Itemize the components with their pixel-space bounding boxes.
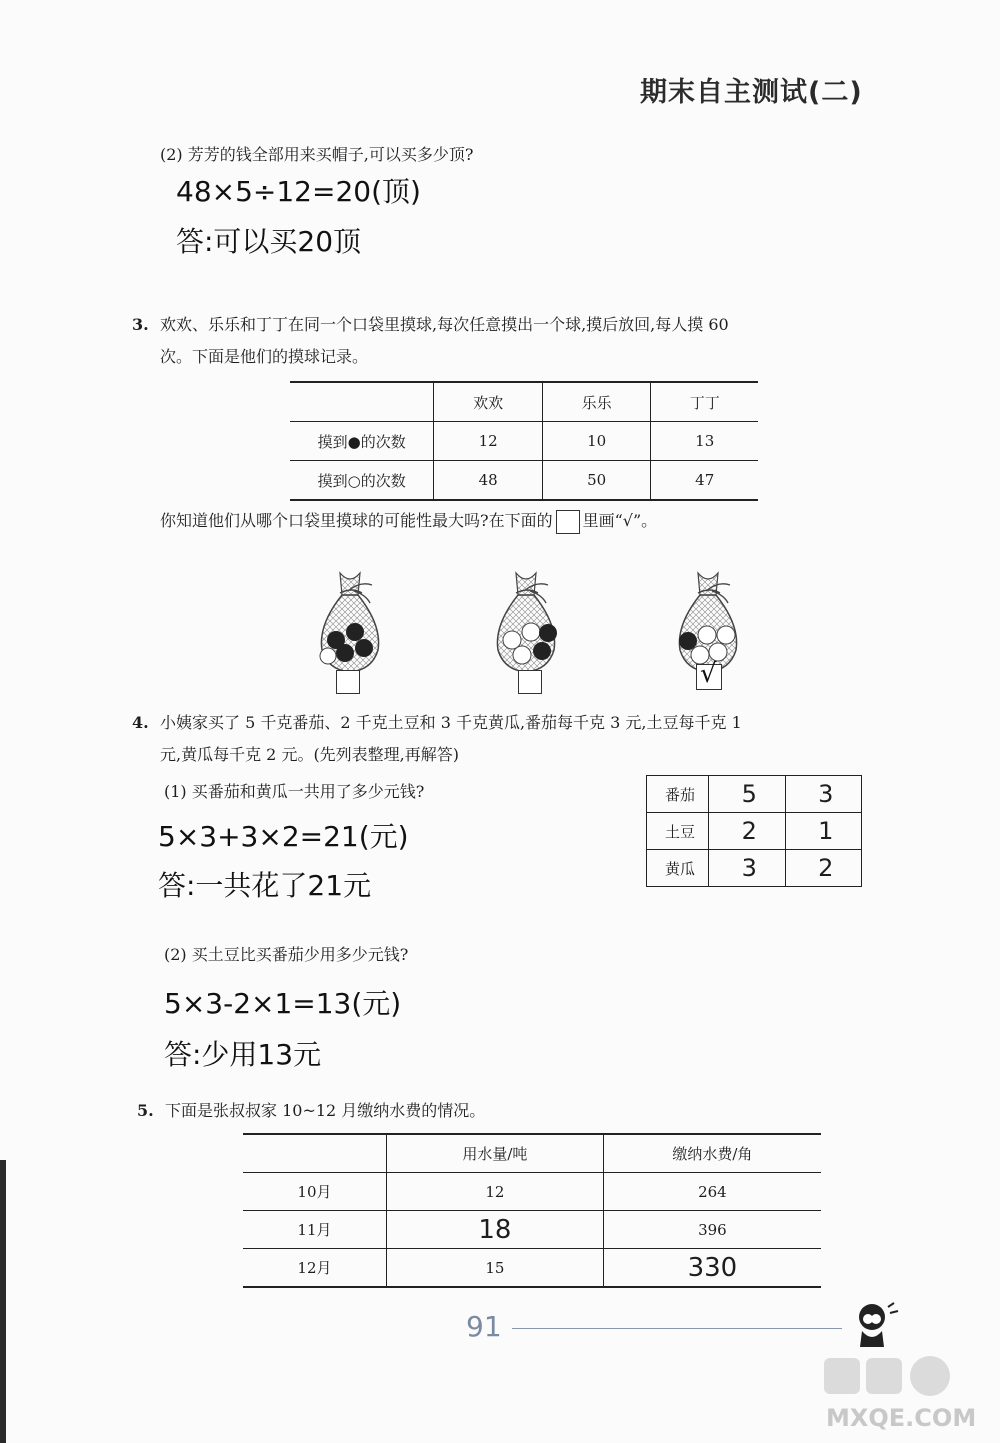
table-cell: 10月: [243, 1173, 386, 1211]
table-cell: 12: [434, 422, 543, 461]
q4-2-equation: 5×3-2×1=13(元): [164, 987, 402, 1020]
table-header-row: [243, 1134, 821, 1173]
binding-edge: [0, 1160, 6, 1443]
bag-1: [320, 573, 379, 672]
q3-text-line2: 次。下面是他们的摸球记录。: [160, 347, 369, 366]
q2-2-answer: 答:可以买20顶: [176, 225, 362, 258]
table-cell: 18: [386, 1211, 603, 1249]
table-row: [290, 422, 758, 461]
check-mark-icon: √: [700, 659, 717, 689]
section-title: 期末自主测试(二): [640, 77, 863, 108]
table-row: [243, 1249, 821, 1288]
table-cell: 396: [603, 1211, 821, 1249]
q4-2-prompt: (2) 买土豆比买番茄少用多少元钱?: [164, 945, 409, 964]
q5-table: [243, 1133, 821, 1288]
table-header-row: [290, 382, 758, 422]
bag-3: [679, 573, 737, 672]
table-cell: 12月: [243, 1249, 386, 1288]
table-cell: 黄瓜: [647, 850, 709, 887]
table-row: [647, 776, 862, 813]
table-cell: 摸到○的次数: [290, 461, 434, 501]
table-cell: 48: [434, 461, 543, 501]
table-cell: 13: [651, 422, 758, 461]
table-row: [647, 850, 862, 887]
page-number: 91: [466, 1310, 502, 1343]
table-cell: 番茄: [647, 776, 709, 813]
q4-1-answer: 答:一共花了21元: [158, 869, 372, 902]
table-cell: 3: [785, 776, 862, 813]
checkbox-bag-2[interactable]: [518, 670, 542, 694]
table-header-cell: 丁丁: [651, 382, 758, 422]
bag-2: [497, 573, 557, 672]
q3-number: 3.: [132, 315, 149, 334]
table-row: [647, 813, 862, 850]
table-row: [243, 1211, 821, 1249]
q3-table: [290, 381, 758, 501]
q3-question-post: 里画“√”。: [582, 511, 658, 530]
table-cell: 330: [603, 1249, 821, 1288]
table-cell: 3: [709, 850, 785, 887]
watermark-logo-icon: [820, 1352, 990, 1402]
q2-2-prompt: (2) 芳芳的钱全部用来买帽子,可以买多少顶?: [160, 145, 474, 164]
table-cell: 2: [709, 813, 785, 850]
q3-text-line1: 欢欢、乐乐和丁丁在同一个口袋里摸球,每次任意摸出一个球,摸后放回,每人摸 60: [160, 315, 729, 334]
q2-2-equation: 48×5÷12=20(顶): [176, 175, 421, 208]
q4-number: 4.: [132, 713, 149, 732]
checkbox-bag-3[interactable]: [696, 659, 722, 690]
table-row: [290, 461, 758, 501]
table-cell: 5: [709, 776, 785, 813]
table-cell: [290, 382, 434, 422]
table-cell: 2: [785, 850, 862, 887]
example-checkbox: [556, 510, 580, 534]
q3-question: [160, 506, 657, 536]
table-cell: [243, 1134, 386, 1173]
table-cell: 47: [651, 461, 758, 501]
table-header-cell: 缴纳水费/角: [603, 1134, 821, 1173]
q4-1-prompt: (1) 买番茄和黄瓜一共用了多少元钱?: [164, 782, 425, 801]
table-cell: 15: [386, 1249, 603, 1288]
table-cell: 10: [542, 422, 651, 461]
table-header-cell: 乐乐: [542, 382, 651, 422]
q4-2-answer: 答:少用13元: [164, 1038, 322, 1071]
table-cell: 12: [386, 1173, 603, 1211]
mascot-icon: [842, 1295, 912, 1355]
table-cell: 50: [542, 461, 651, 501]
table-row: [243, 1173, 821, 1211]
table-cell: 1: [785, 813, 862, 850]
table-cell: 11月: [243, 1211, 386, 1249]
watermark-text: MXQE.COM: [826, 1404, 977, 1432]
q3-question-pre: 你知道他们从哪个口袋里摸球的可能性最大吗?在下面的: [160, 511, 553, 530]
footer-divider: [512, 1328, 842, 1329]
checkbox-bag-1[interactable]: [336, 670, 360, 694]
table-header-cell: 用水量/吨: [386, 1134, 603, 1173]
table-header-cell: 欢欢: [434, 382, 543, 422]
q4-table: [646, 775, 862, 887]
q4-1-equation: 5×3+3×2=21(元): [158, 820, 409, 853]
q4-text-line2: 元,黄瓜每千克 2 元。(先列表整理,再解答): [160, 745, 460, 764]
q5-number: 5.: [137, 1101, 154, 1120]
table-cell: 264: [603, 1173, 821, 1211]
table-cell: 土豆: [647, 813, 709, 850]
table-cell: 摸到●的次数: [290, 422, 434, 461]
q4-text-line1: 小姨家买了 5 千克番茄、2 千克土豆和 3 千克黄瓜,番茄每千克 3 元,土豆每千克 1: [160, 713, 742, 732]
q5-text: 下面是张叔叔家 10~12 月缴纳水费的情况。: [165, 1101, 486, 1120]
